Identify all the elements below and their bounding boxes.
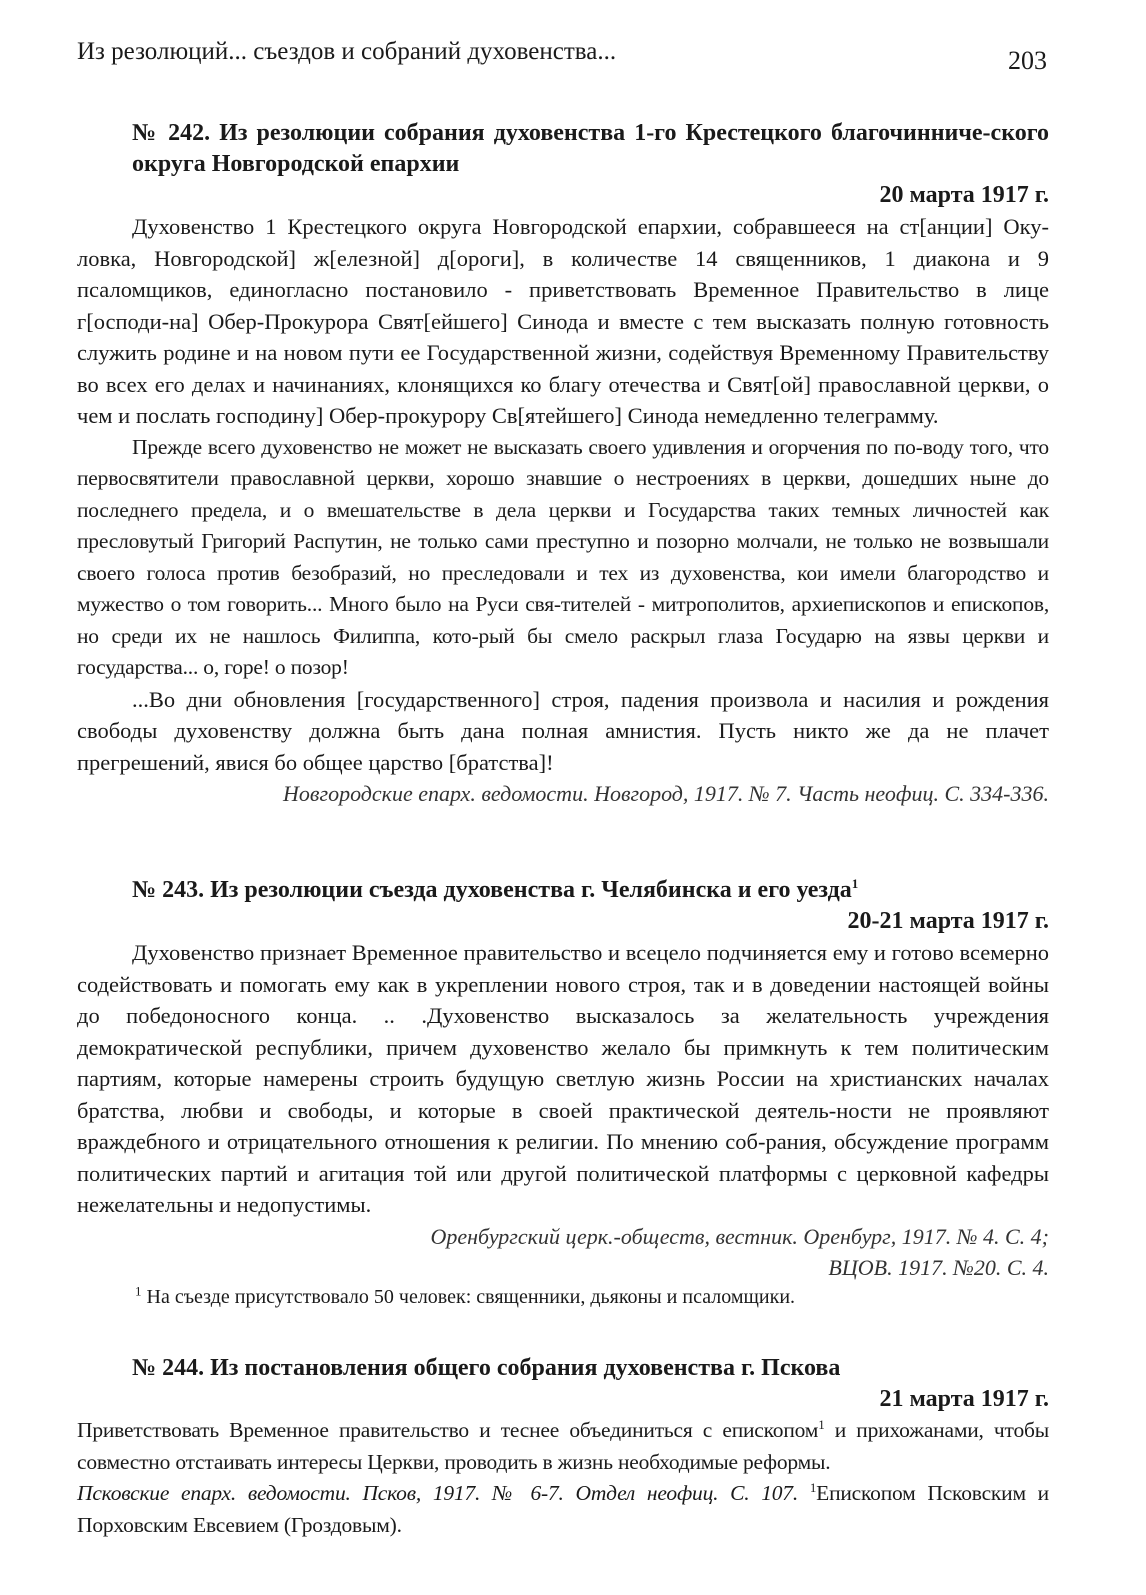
document-243-footnote — [77, 1283, 1049, 1311]
document-243-title-text: № 243. Из резолюции съезда духовенства г. Челябинска и его уезда — [132, 877, 852, 903]
document-242 — [77, 118, 1049, 809]
footnote-text: На съезде присутствовало 50 человек: священники, дьяконы и псаломщики. — [146, 1285, 796, 1308]
document-242-paragraph-2: Прежде всего духовенство не может не высказать своего удивления и огорчения по по-воду того, что первосвятители православной церкви, хорошо знавшие о нестроениях в церкви, дошедших ныне до последнего предела, и о вмешательстве в дела церкви и Государства таких темных личностей как пресловутый Григорий Распутин, не только сами преступно и позорно молчали, не только не возвышали своего голоса против безобразий, но преследовали и тех из духовенства, кои имели благородство и мужество о том говорить... Много было на Руси свя-тителей - митрополитов, архиепископов и епископов, но среди их не нашлось Филиппа, кото-рый бы смело раскрыл глаза Государю на язвы церкви и государства... о, горе! о позор! — [77, 434, 1049, 679]
document-244-text-b: и прихожанами, чтобы совместно отстаивать интересы Церкви, проводить в жизнь необходимые реформы. — [77, 1418, 1049, 1474]
document-243-source-line-1: Оренбургский церк.-обществ, вестник. Оренбург, 1917. № 4. С. 4; — [430, 1223, 1049, 1249]
document-244-footnote: Епископом Псковским и Порховским Евсевием (Гроздовым). — [77, 1481, 1049, 1537]
page-number: 203 — [1008, 46, 1047, 75]
document-242-paragraph-1: Духовенство 1 Крестецкого округа Новгородской епархии, собравшееся на ст[анции] Оку-ловка, Новгородской] ж[елезной] д[ороги], в количестве 14 священников, 1 диакона и 9 псаломщиков, единогласно постановило - приветствовать Временное Правительство в лице г[осподи-на] Обер-Прокурора Свят[ейшего] Синода и вместе с тем высказать полную готовность служить родине и на новом пути ее Государственной жизни, содействуя Временному Правительству во всех его делах и начинаниях, клонящихся ко благу отечества и Свят[ой] православной церкви, о чем и послать господину] Обер-прокурору Св[ятейшего] Синода немедленно телеграмму. — [77, 214, 1049, 428]
footnote-ref: 1 — [851, 876, 859, 891]
page-header — [77, 38, 1047, 78]
document-244-text-a: Приветствовать Временное правительство и теснее объединиться с епископом — [77, 1418, 819, 1442]
document-244 — [77, 1353, 1049, 1541]
footnote-mark: 1 — [809, 1479, 817, 1495]
document-242-source: Новгородские епарх. ведомости. Новгород, 1917. № 7. Часть неофиц. С. 334-336. — [283, 781, 1049, 806]
document-242-date: 20 марта 1917 г. — [879, 182, 1049, 208]
document-244-paragraph-1 — [77, 1415, 1049, 1478]
document-242-title: № 242. Из резолюции собрания духовенства 1-го Крестецкого благочинниче-ского округа Новгородской епархии — [132, 120, 1049, 177]
document-244-date: 21 марта 1917 г. — [879, 1386, 1049, 1412]
footnote-mark: 1 — [135, 1282, 142, 1298]
document-243-title — [77, 875, 1049, 906]
document-244-title: № 244. Из постановления общего собрания духовенства г. Пскова — [132, 1355, 841, 1381]
document-243-paragraph-1: Духовенство признает Временное правительство и всецело подчиняется ему и готово всемерно содействовать и помогать ему как в укреплении нового строя, так и в доведении настоящей войны до победоносного конца. .. .Духовенство высказалось за желательность учреждения демократической республики, причем духовенство желало бы примкнуть к тем политическим партиям, которые намерены строить будущую светлую жизнь России на христианских началах братства, любви и свободы, и которые в своей практической деятель-ности не проявляют враждебного и отрицательного отношения к религии. По мнению соб-рания, обсуждение программ политических партий и агитация той или другой политической платформы с церковной кафедры нежелательны и недопустимы. — [77, 940, 1049, 1217]
document-242-paragraph-3: ...Во дни обновления [государственного] строя, падения произвола и насилия и рождения свободы духовенству должна быть дана полная амнистия. Пусть никто же да не плачет прегрешений, явися бо общее царство [братства]! — [77, 686, 1049, 775]
footnote-ref: 1 — [818, 1416, 825, 1432]
document-243 — [77, 875, 1049, 1311]
document-244-source: Псковские епарх. ведомости. Псков, 1917. № 6-7. Отдел неофиц. С. 107. — [77, 1481, 799, 1505]
document-243-date: 20-21 марта 1917 г. — [847, 908, 1049, 934]
document-244-source-and-footnote — [77, 1478, 1049, 1541]
running-title: Из резолюций... съездов и собраний духовенства... — [77, 38, 617, 65]
document-243-source-line-2: ВЦОВ. 1917. №20. С. 4. — [828, 1254, 1049, 1280]
